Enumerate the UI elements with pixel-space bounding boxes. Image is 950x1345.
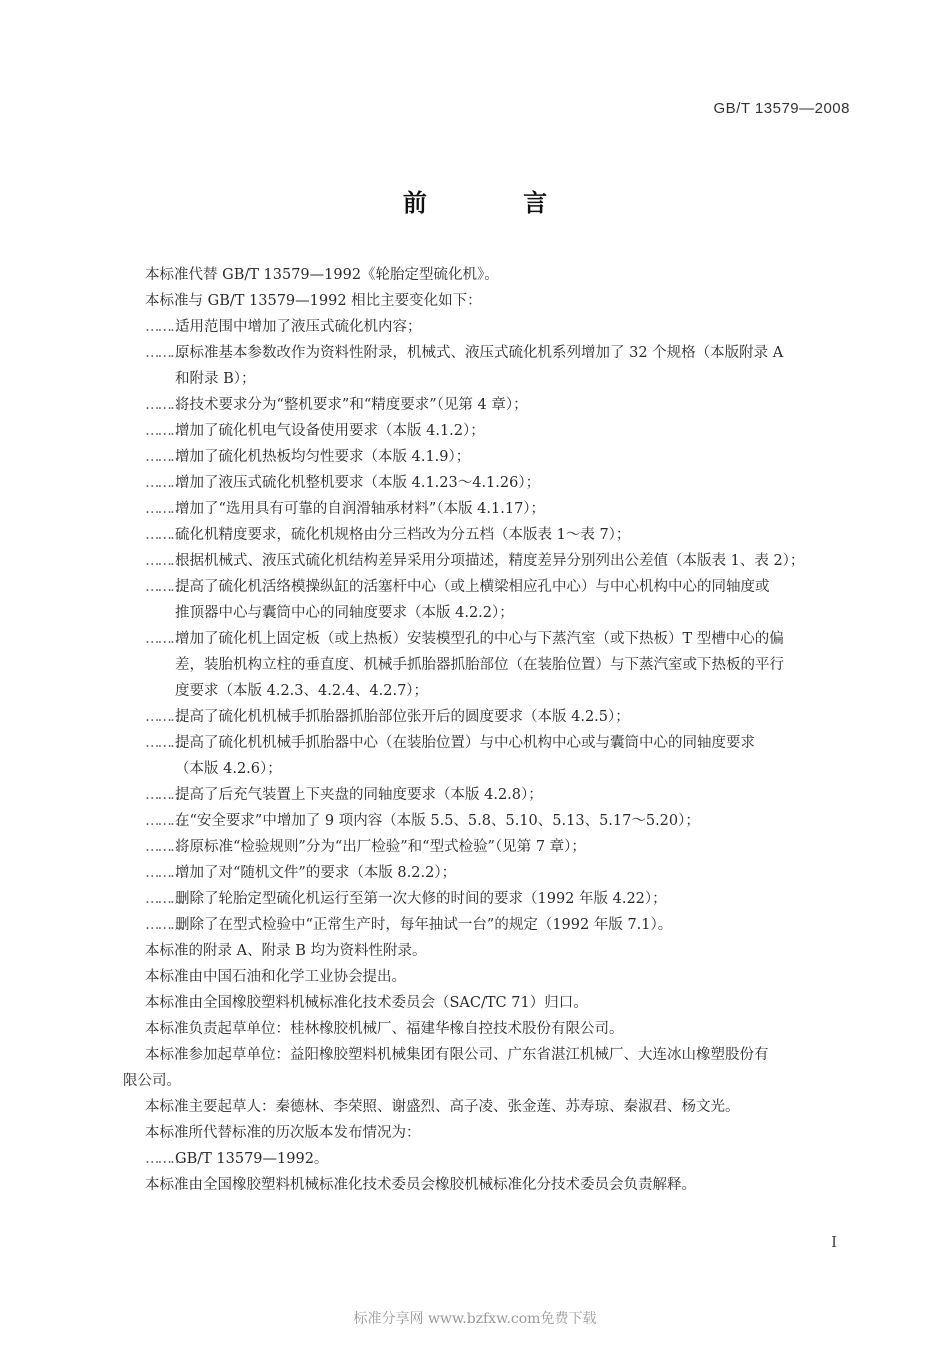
dash-leader: ……… [145,631,183,647]
paragraph-drafters: 本标准主要起草人：秦德林、李荣照、谢盛烈、高子凌、张金莲、苏寿琼、秦淑君、杨文光。 [145,1099,740,1115]
list-item: ……… 增加了液压式硫化机整机要求（本版 4.1.23～4.1.26）； [145,470,850,496]
standard-number: GB/T 13579—2008 [713,100,850,117]
dash-leader: ……… [145,553,183,569]
list-item: ……… 删除了轮胎定型硫化机运行至第一次大修的时间的要求（1992 年版 4.22）； [145,886,850,912]
page-title: 前 言 [402,188,592,217]
paragraph-centralized: 本标准由全国橡胶塑料机械标准化技术委员会（SAC/TC 71）归口。 [145,995,588,1011]
paragraph-changes-intro: 本标准与 GB/T 13579—1992 相比主要变化如下： [145,293,482,309]
dash-leader: ……… [145,397,183,413]
dash-leader: ……… [145,839,183,855]
list-item: ……… 增加了硫化机热板均匀性要求（本版 4.1.9）； [145,444,850,470]
dash-leader: ……… [145,501,183,517]
list-item: ……… 适用范围中增加了液压式硫化机内容； [145,314,850,340]
list-item: ……… 提高了硫化机机械手抓胎器中心（在装胎位置）与中心机构中心或与囊筒中心的同轴度要求 （本版 4.2.6）； [145,730,850,782]
list-item: ……… 增加了硫化机上固定板（或上热板）安装模型孔的中心与下蒸汽室（或下热板）T 型槽中心的偏 差，装胎机构立柱的垂直度、机械手抓胎器抓胎部位（在装胎位置）与下蒸汽室或下热板的平行 度要求（本版 4.2.3、4.2.4、4.2.7）； [145,626,850,704]
list-item: ……… 硫化机精度要求，硫化机规格由分三档改为分五档（本版表 1～表 7）； [145,522,850,548]
document-body [123,262,850,1198]
paragraph-annex: 本标准的附录 A、附录 B 均为资料性附录。 [145,943,427,959]
dash-leader: ……… [145,423,183,439]
dash-leader: ……… [145,709,183,725]
dash-leader: ……… [145,865,183,881]
list-item: ……… 原标准基本参数改作为资料性附录，机械式、液压式硫化机系列增加了 32 个规格（本版附录 A 和附录 B）； [145,340,850,392]
dash-leader: ……… [145,813,183,829]
dash-leader: ……… [145,787,183,803]
dash-leader: ……… [145,319,183,335]
dash-leader: ……… [145,579,183,595]
list-item: ……… 增加了硫化机电气设备使用要求（本版 4.1.2）； [145,418,850,444]
dash-leader: ……… [145,917,183,933]
list-item: ……… 增加了对“随机文件”的要求（本版 8.2.2）； [145,860,850,886]
dash-leader: ……… [145,345,183,361]
dash-leader: ……… [145,527,183,543]
list-item: ……… 在“安全要求”中增加了 9 项内容（本版 5.5、5.8、5.10、5.13、5.17～5.20）； [145,808,850,834]
footer-watermark: 标准分享网 www.bzfxw.com免费下载 [353,1311,597,1327]
history-item: ……… GB/T 13579—1992。 [145,1146,850,1172]
paragraph-replaces: 本标准代替 GB/T 13579—1992《轮胎定型硫化机》。 [145,267,499,283]
list-item: ……… 提高了硫化机机械手抓胎器抓胎部位张开后的圆度要求（本版 4.2.5）； [145,704,850,730]
list-item: ……… 将技术要求分为“整机要求”和“精度要求”（见第 4 章）； [145,392,850,418]
list-item: ……… 增加了“选用具有可靠的自润滑轴承材料”（本版 4.1.17）； [145,496,850,522]
list-item: ……… 提高了硫化机活络模操纵缸的活塞杆中心（或上横梁相应孔中心）与中心机构中心的同轴度或 推顶器中心与囊筒中心的同轴度要求（本版 4.2.2）； [145,574,850,626]
list-item: ……… 根据机械式、液压式硫化机结构差异采用分项描述，精度差异分别列出公差值（本版表 1、表 2）； [145,548,850,574]
list-item: ……… 提高了后充气装置上下夹盘的同轴度要求（本版 4.2.8）； [145,782,850,808]
change-list [145,314,850,938]
paragraph-lead-drafter-units: 本标准负责起草单位：桂林橡胶机械厂、福建华橡自控技术股份有限公司。 [145,1021,624,1037]
page-number: I [831,1233,837,1251]
list-item: ……… 删除了在型式检验中“正常生产时，每年抽试一台”的规定（1992 年版 7.1）。 [145,912,850,938]
paragraph-proposer: 本标准由中国石油和化学工业协会提出。 [145,969,406,985]
dash-leader: ……… [145,449,183,465]
dash-leader: ……… [145,735,183,751]
paragraph-interpretation: 本标准由全国橡胶塑料机械标准化技术委员会橡胶机械标准化分技术委员会负责解释。 [145,1177,696,1193]
paragraph-participating-units: 本标准参加起草单位：益阳橡胶塑料机械集团有限公司、广东省湛江机械厂、大连冰山橡塑股份有 限公司。 [123,1047,769,1089]
list-item: ……… 将原标准“检验规则”分为“出厂检验”和“型式检验”（见第 7 章）； [145,834,850,860]
dash-leader: ……… [145,891,183,907]
paragraph-history-intro: 本标准所代替标准的历次版本发布情况为： [145,1125,421,1141]
dash-leader: ……… [145,475,183,491]
dash-leader: ……… [145,1151,183,1167]
